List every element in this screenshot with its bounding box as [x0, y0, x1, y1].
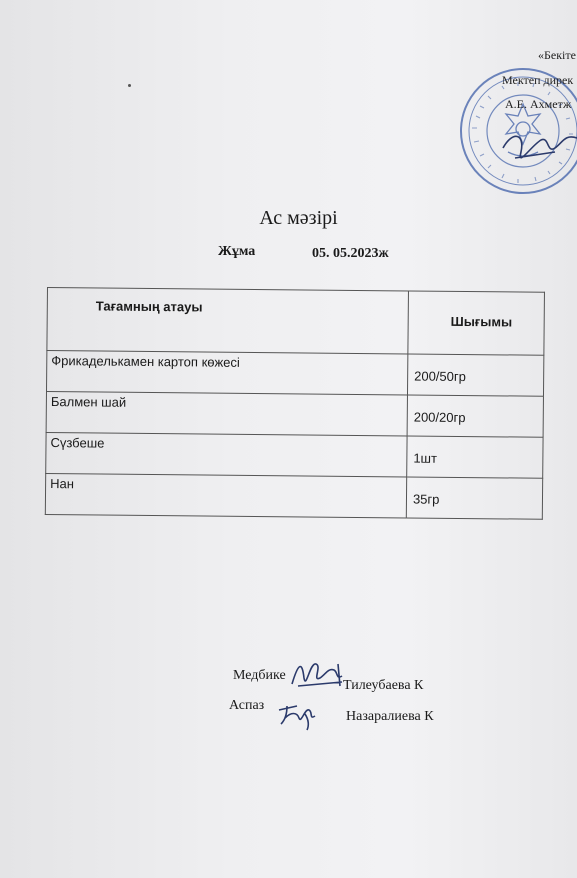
yield-cell — [407, 354, 543, 396]
dish-cell — [45, 473, 406, 517]
header-dish-name: Тағамның атауы — [47, 288, 409, 354]
dish-yield: 200/20гр — [413, 409, 466, 426]
nurse-signature-icon — [288, 656, 348, 692]
dish-cell — [46, 351, 407, 395]
table-row — [46, 351, 543, 397]
cook-name: Назаралиева К — [346, 709, 434, 724]
approval-line-3: А.Е. Ахметж — [505, 97, 572, 111]
menu-day: Жұма — [218, 244, 256, 259]
yield-cell — [407, 436, 543, 478]
menu-table — [45, 287, 545, 520]
approval-line-1: «Бекіте — [538, 48, 576, 62]
nurse-role-label: Медбике — [233, 668, 286, 683]
dish-name: Балмен шай — [50, 394, 127, 410]
dish-name: Нан — [50, 476, 74, 492]
director-signature-icon — [495, 118, 577, 178]
dish-cell — [46, 392, 407, 436]
document-title: Ас мәзірі — [259, 207, 338, 229]
table-header-row — [47, 288, 545, 356]
header-yield: Шығымы — [408, 291, 545, 355]
table-row — [45, 473, 542, 519]
paper-speck — [128, 84, 131, 87]
yield-cell — [407, 395, 543, 437]
cook-role-label: Аспаз — [229, 698, 265, 713]
dish-yield: 35гр — [412, 491, 440, 507]
dish-cell — [46, 432, 407, 476]
approval-line-2: Мектеп дирек — [502, 73, 574, 87]
table-row — [46, 392, 543, 438]
dish-name: Фрикаделькамен картоп көжесі — [51, 353, 240, 370]
menu-date: 05. 05.2023ж — [312, 246, 389, 261]
dish-yield: 1шт — [413, 450, 438, 466]
dish-yield: 200/50гр — [414, 368, 466, 385]
dish-name: Сүзбеше — [50, 435, 105, 451]
nurse-name: Тилеубаева К — [343, 678, 424, 693]
cook-signature-icon — [275, 696, 327, 732]
table-row — [46, 432, 543, 478]
yield-cell — [406, 477, 542, 519]
